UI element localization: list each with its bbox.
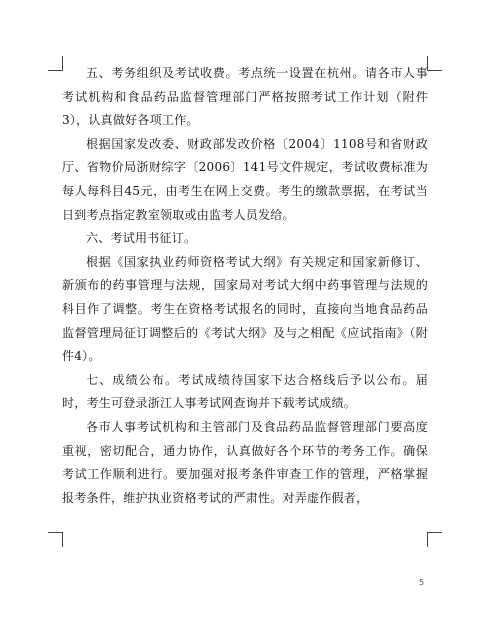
paragraph-results-announcement: 七、成绩公布。考试成绩待国家下达合格线后予以公布。届时，考生可登录浙江人事考试网查询并下载考试成绩。	[62, 372, 428, 411]
paragraph-book-subscription-heading: 六、考试用书征订。	[86, 231, 197, 246]
page-number: 5	[419, 578, 425, 587]
document-body	[62, 62, 428, 510]
paragraph-department-requirements: 各市人事考试机构和主管部门及食品药品监督管理部门要高度重视，密切配合，通力协作，认真做好各个环节的考务工作。确保考试工作顺利进行。要加强对报考条件审查工作的管理，严格掌握报考条件，维护执业资格考试的严肃性。对弄虚作假者，	[62, 419, 428, 505]
paragraph-exam-fees: 根据国家发改委、财政部发改价格〔2004〕1108号和省财政厅、省物价局浙财综字〔2006〕141号文件规定，考试收费标准为每人每科目45元，由考生在网上交费。考生的缴款票据，在考试当日到考点指定教室领取或由监考人员发给。	[62, 136, 428, 222]
crop-mark-top-right	[427, 56, 442, 71]
paragraph-book-subscription: 根据《国家执业药师资格考试大纲》有关规定和国家新修订、新颁布的药事管理与法规，国家局对考试大纲中药事管理与法规的科目作了调整。考生在资格考试报名的同时，直接向当地食品药品监督管理局征订调整后的《考试大纲》及与之相配《应试指南》（附件4）。	[62, 254, 428, 364]
crop-mark-top-left	[48, 56, 63, 71]
crop-mark-bottom-right	[427, 532, 442, 547]
paragraph-exam-organization: 五、考务组织及考试收费。考点统一设置在杭州。请各市人事考试机构和食品药品监督管理部门严格按照考试工作计划（附件3），认真做好各项工作。	[62, 66, 428, 128]
crop-mark-bottom-left	[48, 532, 63, 547]
